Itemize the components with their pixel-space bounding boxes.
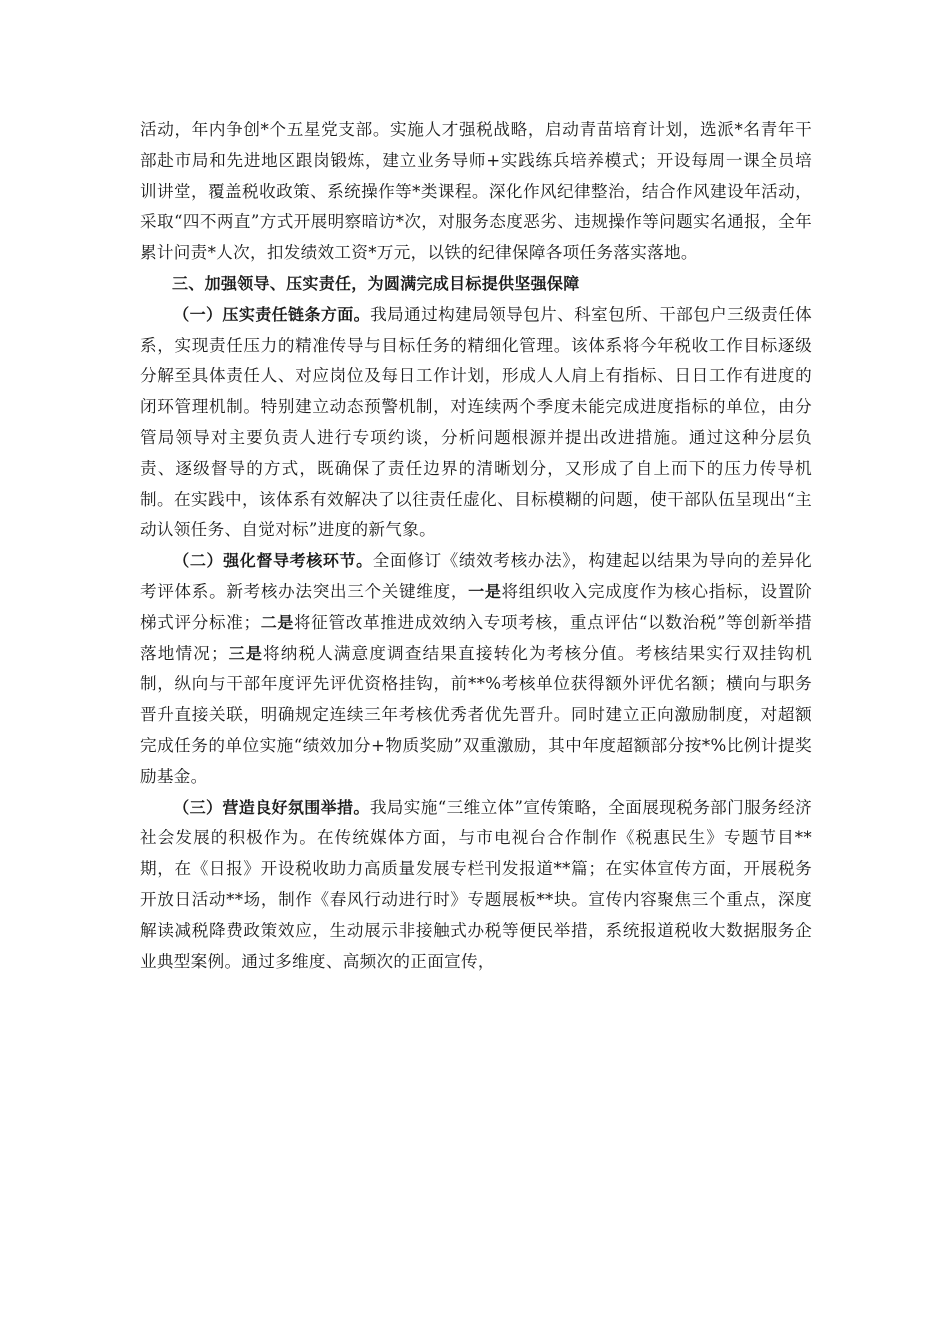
item-2-text-d: 将纳税人满意度调查结果直接转化为考核分值。考核结果实行双挂钩机制，纵向与干部年度评先评优资格挂钩，前**%考核单位获得额外评优名额；横向与职务晋升直接关联，明确规定连续三年考核优秀者优先晋升。同时建立正向激励制度，对超额完成任务的单位实施“绩效加分+物质奖励”双重激励，其中年度超额部分按*%比例计提奖励基金。 — [140, 643, 812, 786]
ordinal-first: 一是 — [468, 581, 502, 601]
item-1-lead: （一）压实责任链条方面。 — [173, 304, 371, 324]
item-2-text-a: 全面修订《绩效考核办法》，构建起以结果为导向的差异化考评体系。新考核办法突出三个关键维度， — [140, 551, 813, 601]
section-heading: 三、加强领导、压实责任，为圆满完成目标提供坚强保障 — [172, 273, 580, 293]
item-1-text: 我局通过构建局领导包片、科室包所、干部包户三级责任体系，实现责任压力的精准传导与目标任务的精细化管理。该体系将今年税收工作目标逐级分解至具体责任人、对应岗位及每日工作计划，形成人人肩上有指标、日日工作有进度的闭环管理机制。特别建立动态预警机制，对连续两个季度未能完成进度指标的单位，由分管局领导对主要负责人进行专项约谈，分析问题根源并提出改进措施。通过这种分层负责、逐级督导的方式，既确保了责任边界的清晰划分，又形成了自上而下的压力传导机制。在实践中，该体系有效解决了以往责任虚化、目标模糊的问题，使干部队伍呈现出“主动认领任务、自觉对标”进度的新气象。 — [140, 304, 812, 540]
item-2-lead: （二）强化督导考核环节。 — [173, 551, 373, 571]
item-3-lead: （三）营造良好氛围举措。 — [173, 797, 370, 817]
paragraph-item-2 — [140, 546, 812, 792]
paragraph-item-1 — [140, 300, 812, 546]
paragraph-item-3 — [140, 793, 812, 978]
ordinal-second: 二是 — [260, 612, 295, 632]
item-2-text-c: 将征管改革推进成效纳入专项考核，重点评估“以数治税”等创新举措落地情况； — [140, 612, 812, 663]
item-3-text: 我局实施“三维立体”宣传策略，全面展现税务部门服务经济社会发展的积极作为。在传统媒体方面，与市电视台合作制作《税惠民生》专题节目**期，在《日报》开设税收助力高质量发展专栏刊发报道**篇；在实体宣传方面，开展税务开放日活动**场，制作《春风行动进行时》专题展板**块。宣传内容聚焦三个重点，深度解读减税降费政策效应，生动展示非接触式办税等便民举措，系统报道税收大数据服务企业典型案例。通过多维度、高频次的正面宣传， — [140, 797, 812, 971]
paragraph-continued: 活动，年内争创*个五星党支部。实施人才强税战略，启动青苗培育计划，选派*名青年干部赴市局和先进地区跟岗锻炼，建立业务导师+实践练兵培养模式；开设每周一课全员培训讲堂，覆盖税收政策、系统操作等*类课程。深化作风纪律整治，结合作风建设年活动，采取“四不两直”方式开展明察暗访*次，对服务态度恶劣、违规操作等问题实名通报，全年累计问责*人次，扣发绩效工资*万元，以铁的纪律保障各项任务落实落地。 — [140, 120, 812, 263]
item-2-text-b: 将组织收入完成度作为核心指标，设置阶梯式评分标准； — [140, 581, 812, 632]
ordinal-third: 三是 — [227, 643, 263, 663]
document-page — [140, 115, 812, 977]
